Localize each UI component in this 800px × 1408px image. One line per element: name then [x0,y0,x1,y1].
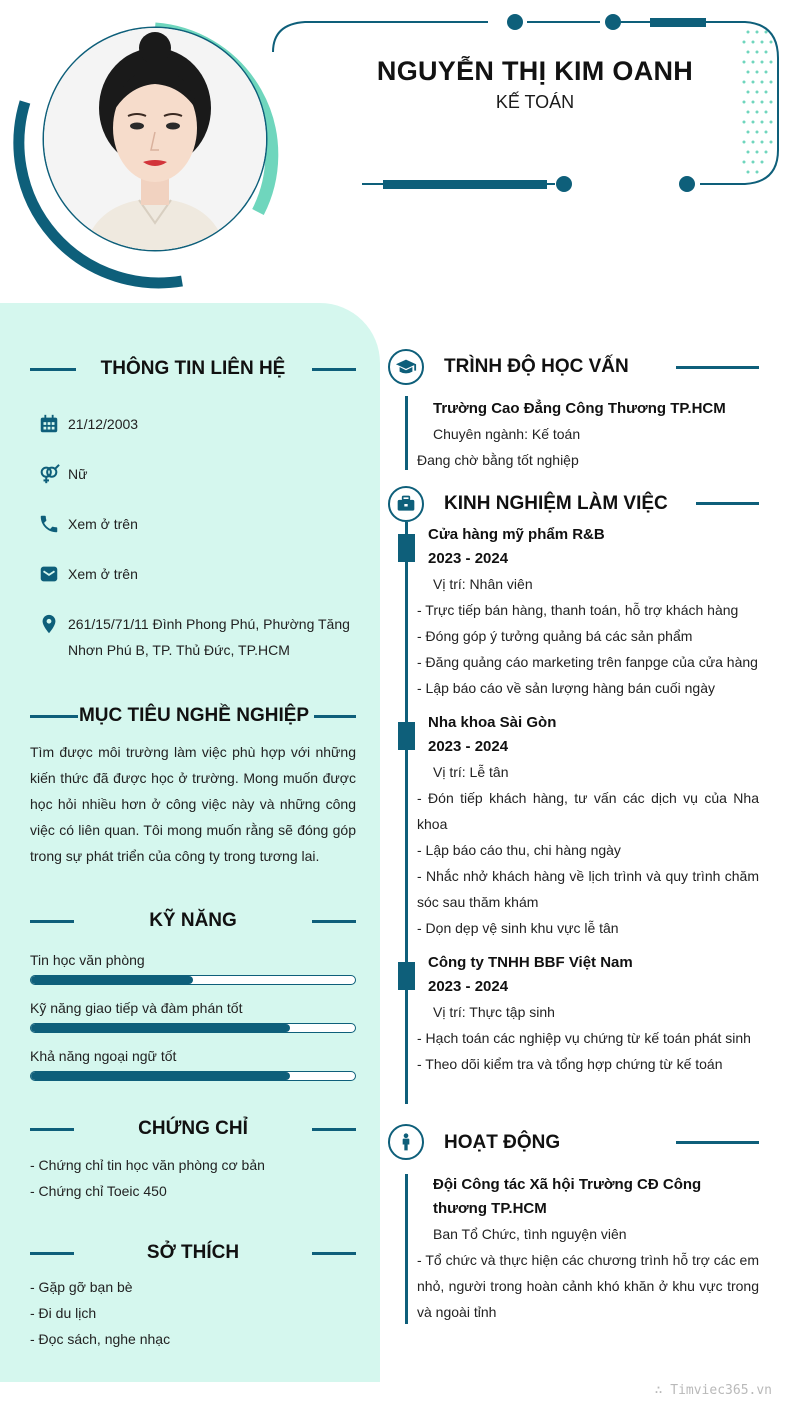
job-position: Vị trí: Nhân viên [433,576,533,592]
rule [30,368,76,371]
education-major: Chuyên ngành: Kế toán [433,426,581,442]
certificate-item: - Chứng chỉ tin học văn phòng cơ bản [30,1157,265,1173]
job-title: KẾ TOÁN [495,92,575,112]
skill-label: Tin học văn phòng [30,952,145,968]
job-company: Công ty TNHH BBF Việt Nam [428,954,633,971]
phone-icon [38,513,60,535]
job-company: Cửa hàng mỹ phẩm R&B [428,526,605,543]
section-title-objective: MỤC TIÊU NGHỀ NGHIỆP [78,705,310,726]
activities-icon-badge [388,1124,424,1160]
rule [696,502,759,505]
rule [676,1141,759,1144]
job-position: Vị trí: Lễ tân [433,764,509,780]
email-icon [38,563,60,585]
briefcase-icon [396,494,416,514]
contact-gender [38,461,358,487]
contact-phone [38,511,358,537]
skill-bar-fill [31,1072,290,1080]
education-school: Trường Cao Đẳng Công Thương TP.HCM [433,400,726,417]
contact-birthday-text: 21/12/2003 [68,416,139,432]
timeline-marker [398,534,415,562]
rule [312,368,356,371]
skill-label: Khả năng ngoại ngữ tốt [30,1048,177,1064]
skill-bar-fill [31,976,193,984]
activity-org: Đội Công tác Xã hội Trường CĐ Công thương TP.HCM [433,1176,702,1217]
timeline-line [405,1174,408,1324]
profile-photo [44,28,266,250]
job-period: 2023 - 2024 [428,738,509,755]
contact-birthday [38,411,358,437]
section-title-experience: KINH NGHIỆM LÀM VIỆC [444,493,668,514]
rule [312,1128,356,1131]
job-duty: - Nhắc nhở khách hàng về lịch trình và quy trình chăm sóc sau thăm khám [417,868,759,910]
graduation-cap-icon [395,356,417,378]
section-title-contact: THÔNG TIN LIÊN HỆ [100,358,286,379]
rule [312,920,356,923]
watermark-dots-icon: ∴ [654,1383,671,1398]
hobby-item: - Đi du lịch [30,1305,97,1321]
candidate-name: NGUYỄN THỊ KIM OANH [376,56,694,86]
rule [30,1128,74,1131]
job-duty: - Đón tiếp khách hàng, tư vấn các dịch vụ của Nha khoa [417,790,759,832]
location-icon [38,613,60,635]
contact-address [38,611,358,663]
section-title-certificates: CHỨNG CHỈ [138,1118,248,1139]
skill-bar [30,1023,356,1033]
rule [312,1252,356,1255]
person-icon [396,1132,416,1152]
education-icon-badge [388,349,424,385]
section-title-hobbies: SỞ THÍCH [146,1242,240,1263]
rule [30,1252,74,1255]
section-title-activities: HOẠT ĐỘNG [444,1132,561,1153]
skill-bar [30,975,356,985]
skill-bar-fill [31,1024,290,1032]
rule [314,715,356,718]
activity-desc: - Tổ chức và thực hiện các chương trình hỗ trợ các em nhỏ, người trong hoàn cảnh khó khăn ở khu vực trong và ngoài tỉnh [417,1252,759,1320]
job-company: Nha khoa Sài Gòn [428,714,557,731]
job-duty: - Hạch toán các nghiệp vụ chứng từ kế toán phát sinh [417,1030,751,1046]
job-duty: - Theo dõi kiểm tra và tổng hợp chứng từ kế toán [417,1056,723,1072]
job-duty: - Đăng quảng cáo marketing trên fanpge của cửa hàng [417,654,758,670]
timeline-marker [398,722,415,750]
objective-text: Tìm được môi trường làm việc phù hợp với những kiến thức đã được học ở trường. Mong muốn được học hỏi nhiều hơn ở công việc này và những công việc có liên quan. Tôi mong muốn rằng sẽ đóng góp trong sự phát triển của công ty trong tương lai. [30,744,356,864]
hobby-item: - Đọc sách, nghe nhạc [30,1331,171,1347]
timeline-line [405,522,408,1104]
timeline-line [405,396,408,470]
skill-label: Kỹ năng giao tiếp và đàm phán tốt [30,1000,243,1016]
activity-role: Ban Tổ Chức, tình nguyện viên [433,1226,627,1242]
calendar-icon [38,413,60,435]
job-duty: - Lập báo cáo thu, chi hàng ngày [417,842,621,858]
experience-icon-badge [388,486,424,522]
job-period: 2023 - 2024 [428,550,509,567]
contact-phone-text: Xem ở trên [68,516,138,532]
job-duty: - Trực tiếp bán hàng, thanh toán, hỗ trợ khách hàng [417,602,739,618]
skill-bar [30,1071,356,1081]
contact-gender-text: Nữ [68,466,88,482]
timeline-marker [398,962,415,990]
job-duty: - Lập báo cáo về sản lượng hàng bán cuối ngày [417,680,715,696]
contact-email-text: Xem ở trên [68,566,138,582]
watermark-text: Timviec365.vn [670,1383,772,1398]
section-title-education: TRÌNH ĐỘ HỌC VẤN [444,356,629,377]
rule [30,715,78,718]
contact-email [38,561,358,587]
hobby-item: - Gặp gỡ bạn bè [30,1279,133,1295]
watermark [655,1383,772,1398]
job-position: Vị trí: Thực tập sinh [433,1004,555,1020]
rule [676,366,759,369]
section-title-skills: KỸ NĂNG [149,910,237,931]
contact-address-text: 261/15/71/11 Đình Phong Phú, Phường Tăng Nhơn Phú B, TP. Thủ Đức, TP.HCM [68,616,350,658]
certificate-item: - Chứng chỉ Toeic 450 [30,1183,167,1199]
job-duty: - Dọn dẹp vệ sinh khu vực lễ tân [417,920,619,936]
gender-icon [38,463,60,485]
education-status: Đang chờ bằng tốt nghiệp [417,452,579,468]
job-duty: - Đóng góp ý tưởng quảng bá các sản phẩm [417,628,693,644]
rule [30,920,74,923]
job-period: 2023 - 2024 [428,978,509,995]
